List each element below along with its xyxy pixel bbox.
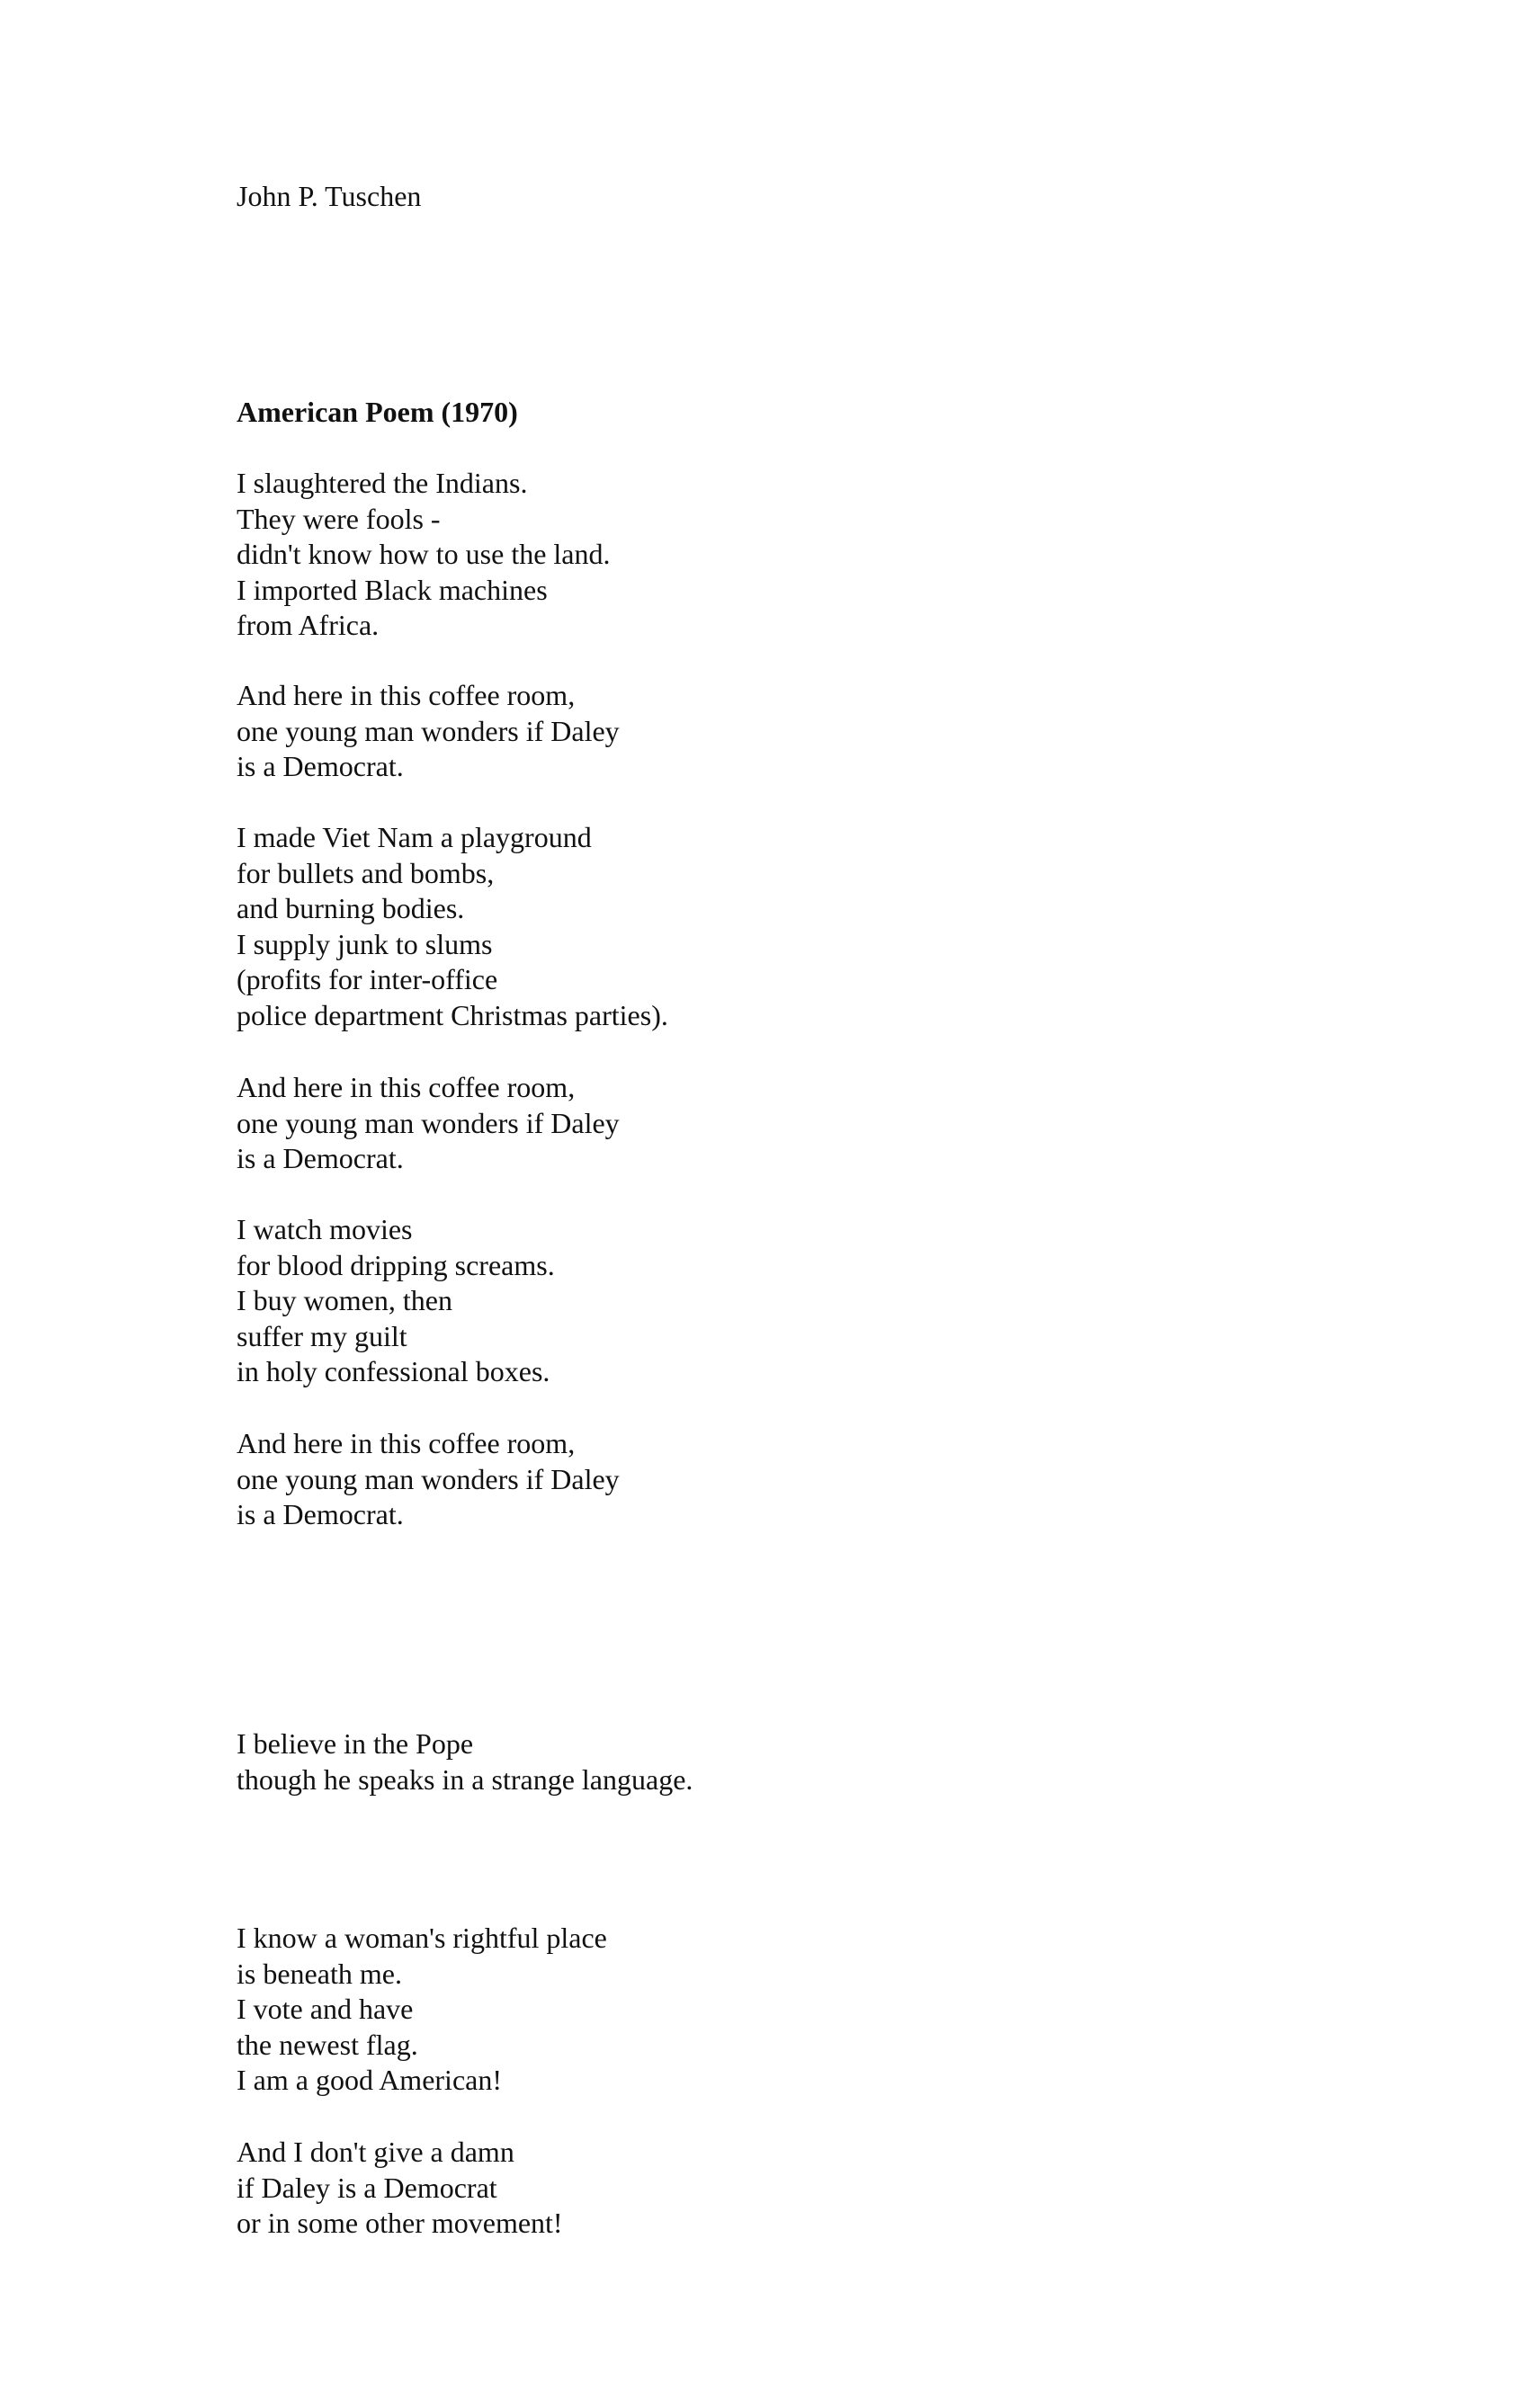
poem-line: police department Christmas parties). [237, 998, 668, 1031]
poem-line: for bullets and bombs, [237, 856, 495, 889]
poem-line: the newest flag. [237, 2028, 418, 2061]
stanza [237, 820, 668, 1033]
poem-line: I supply junk to slums [237, 927, 493, 960]
poem-line: in holy confessional boxes. [237, 1355, 550, 1387]
poem-line: is a Democrat. [237, 750, 404, 782]
stanza [237, 1070, 620, 1177]
poem-line: suffer my guilt [237, 1319, 407, 1352]
poem-line: I made Viet Nam a playground [237, 821, 592, 853]
poem-line: for blood dripping screams. [237, 1248, 555, 1281]
poem-line: from Africa. [237, 609, 380, 641]
stanza [237, 2135, 563, 2242]
poem-line: I imported Black machines [237, 573, 548, 606]
poem-line: They were fools - [237, 502, 441, 535]
poem-line: I watch movies [237, 1213, 413, 1245]
poem-line: I vote and have [237, 1993, 414, 2025]
poem-line: if Daley is a Democrat [237, 2171, 497, 2204]
author-name: John P. Tuschen [237, 180, 422, 212]
poem-line: is beneath me. [237, 1957, 402, 1990]
poem-line: one young man wonders if Daley [237, 1462, 620, 1495]
poem-line: I buy women, then [237, 1284, 452, 1316]
poem-line: And here in this coffee room, [237, 1071, 576, 1103]
stanza [237, 1726, 693, 1797]
stanza [237, 1921, 607, 2099]
stanza [237, 678, 620, 785]
poem-line: or in some other movement! [237, 2207, 563, 2239]
poem-title: American Poem (1970) [237, 396, 518, 428]
poem-line: one young man wonders if Daley [237, 714, 620, 747]
poem-line: (profits for inter-office [237, 963, 498, 995]
poem-line: didn't know how to use the land. [237, 538, 611, 570]
poem-line: And here in this coffee room, [237, 679, 576, 711]
poem-line: I slaughtered the Indians. [237, 467, 528, 499]
poem-line: I believe in the Pope [237, 1727, 474, 1760]
poem-line: And I don't give a damn [237, 2136, 514, 2168]
stanza [237, 1426, 620, 1533]
poem-line: I am a good American! [237, 2064, 502, 2096]
poem-line: and burning bodies. [237, 892, 465, 924]
poem-line: And here in this coffee room, [237, 1427, 576, 1459]
poem-line: is a Democrat. [237, 1498, 404, 1530]
poem-line: one young man wonders if Daley [237, 1106, 620, 1139]
stanza [237, 466, 611, 644]
poem-line: is a Democrat. [237, 1142, 404, 1174]
poem-line: though he speaks in a strange language. [237, 1762, 693, 1796]
poem-line: I know a woman's rightful place [237, 1922, 607, 1954]
stanza [237, 1212, 555, 1390]
